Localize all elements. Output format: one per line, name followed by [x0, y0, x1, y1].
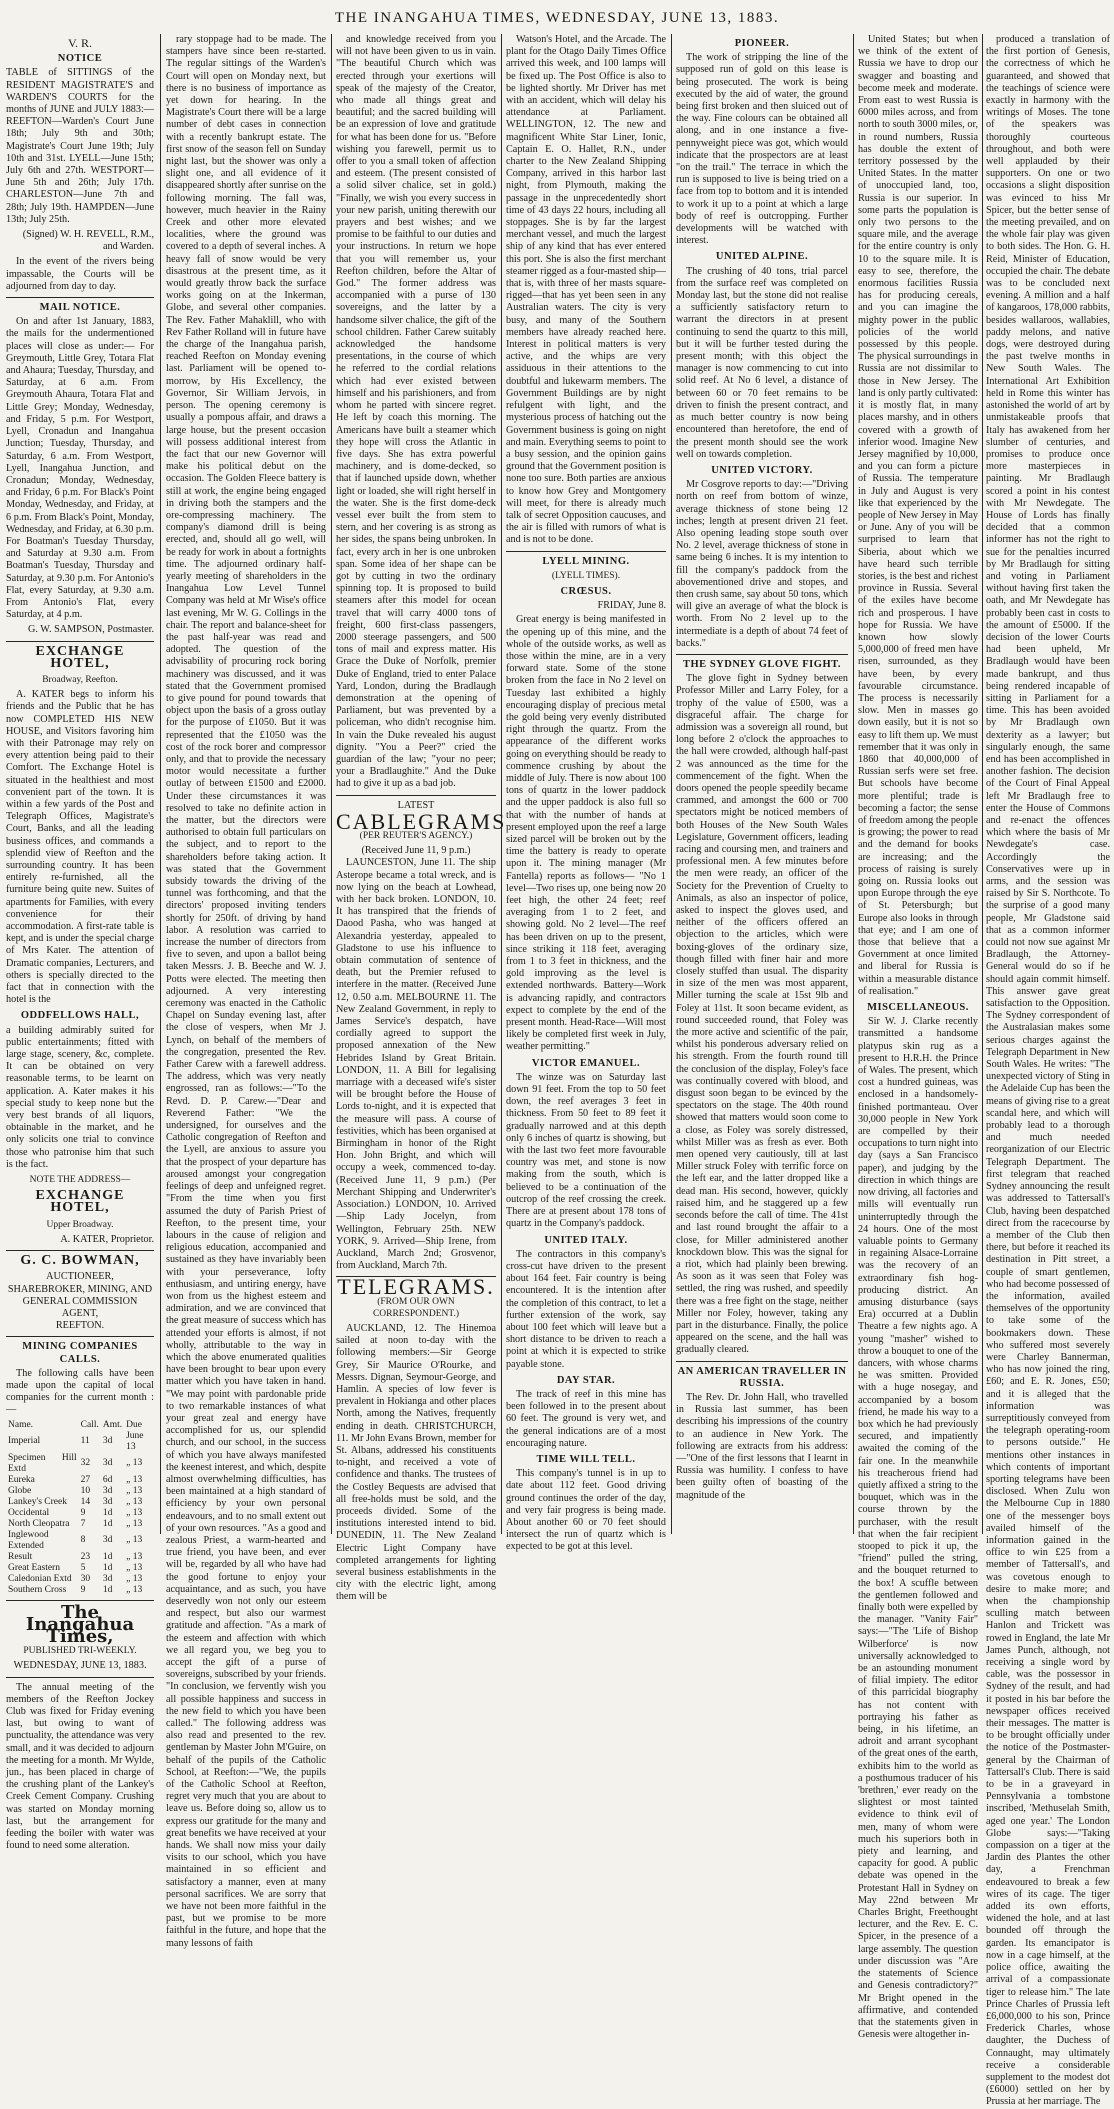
column-rule	[331, 34, 332, 1534]
table-row	[6, 1563, 154, 1574]
bowman-line: AGENT,	[61, 1307, 99, 1319]
divider	[506, 551, 666, 552]
table-cell: 3d	[102, 1535, 113, 1546]
table-cell: 11	[80, 1436, 90, 1447]
column-1	[6, 34, 154, 1852]
table-cell: Southern Cross	[8, 1584, 67, 1595]
table-cell: „ 13	[126, 1551, 143, 1562]
column-2	[166, 34, 326, 1949]
miscellaneous-continued: produced a translation of the first portion of Genesis, the correctness of which he guaranteed, and showed that the teachings of science were exactly in harmony with the writings of Moses. The tone of the speakers was thoroughly courteous throughout, and both were well applauded by their supporters. On one or two occasions a slight disposition was evinced to hiss Mr Spicer, but the better sense of the meeting prevailed, and on the whole fair play was given to both sides. The Hon. G. H. Reid, Minister of Education, occupied the chair. The debate was to be concluded next evening. A million and a half of kangaroos, 178,000 rabbits, besides wallaroos, wallabies, paddy melons, and native dogs, were destroyed during the past twelve months in New South Wales. The International Art Exhibition held in Rome this winter has astonished the world of art by unmistakeable proofs that Italy has awakened from her slumber of centuries, and promises to produce once more masterpieces in painting. Mr Bradlaugh scored a point in his contest with Mr Newdegate. The House of Lords has finally decided that a common informer has not the right to sue for the penalties incurred by Mr Bradlaugh for sitting and voting in Parliament without having first taken the oath, and Mr Newdegate has probably been cast in costs to the amount of £5000. If the decision of the lower Courts had been upheld, Mr Bradlaugh would have been made bankrupt, and thus being rendered incapable of sitting in Parliament for a time. This has been avoided by Mr Bradlaugh own dexterity as a lawyer; but singularly enough, the same end has been accomplished in another fashion. The decision of the Court of Final Appeal left Mr Bradlaugh free to enter the House of Commons and re-enact the offences which where the basis of Mr Newdegate's case. Accordingly the Conservatives were up in arms, and the session was raised by Sir S. Northcote. To the surprise of a good many people, Mr Gladstone said that as a common informer could not now sue against Mr Bradlaugh, the Attorney-General would do so if he should again commit himself. This answer gave great satisfaction to the Opposition. The Sydney correspondent of the Australasian makes some serious charges against the Telegraph Department in New South Wales. He writes: "The unexpected victory of Sting in the Adelaide Cup has been the means of giving rise to a great scandal here, and which will probably lead to a thorough and much needed reorganization of our Electric Telegraph Department. The first telegram that reached Sydney announcing the result was addressed to Tattersall's Club, having been despatched direct from the racecourse by a member of the Club then there, but before it reached its destination in Pitt street, a couple of smart gentlemen, who had become possessed of the information, availed themselves of the opportunity to take some of the bookmakers down. These who suffered most severely were Charley Bannerman, who has now joined the ring, £60; and E. R. Jones, £50; and it is alleged that the information was surreptitiously conveyed from the telegraph operating-room to persons outside." He mentions other instances in which contents of important sporting telegrams have been disclosed. When Zulu won the Melbourne Cup in 1880 one of the messenger boys availed himself of the information gained in the office to win £25 from a member of Tattersall's, and was covetous enough to desire to make more; and when the championship sculling match between Hanlon and Trickett was rowed in England, the late Mr James Punch, although, not receiving a single word by cable, was the possessor in Sydney of the result, and had it posted in his bar before the newspaper offices received their messages. The matter is to be brought officially under the notice of the Postmaster-general by the Chairman of Tattersall's Club. There is said to be in a graveyard in Pennsylvania a tombstone inscribed, 'Methuselah Smith, aged one year.' The London Globe says:—"Taking compassion on a tiger at the Jardin des Plantes the other day, a Frenchman endeavoured to break a few wires of its cage. The tiger added its own efforts, widened the hole, and at last bounded off through the garden. Its emancipator is now in a cage himself, at the police office, awaiting the arrival of a compassionate tiger to release him." The late Prince Charles of Prussia left £6,000,000 to his son, Prince Frederick Charles, whose daughter, the Duchess of Connaught, may ultimately receive a considerable supplement to the modest dot (£6000) settled on her by Prussia at her marriage. The	[986, 34, 1110, 2108]
united-victory-body: Mr Cosgrove reports to day:—"Driving north on reef from bottom of winze, average thickness of stone being 12 inches; length at present driven 21 feet. Also opening leading stope south over No. 2 level, average thickness of stone in same being 6 inches. It is my intention to fill the company's paddock from the abovementioned drive and stopes, and then crush same, say about 50 tons, which will give an average of what the block is worth. From No 2 level up to the intermediate is a depth of about 74 feet of backs."	[676, 479, 848, 649]
table-row	[6, 1574, 154, 1585]
day-star-heading: DAY STAR.	[556, 1374, 616, 1386]
hotel-address-repeat: Upper Broadway.	[46, 1219, 114, 1230]
table-cell: 6d	[102, 1474, 113, 1485]
table-cell: 1d	[102, 1518, 113, 1529]
divider	[6, 1250, 154, 1251]
notice-footnote: In the event of the rivers being impassable, the Courts will be adjourned from day to day.	[6, 256, 154, 292]
hotel-title-repeat: EXCHANGE HOTEL,	[35, 1188, 125, 1216]
table-cell: Imperial	[8, 1436, 41, 1447]
traveller-body: The Rev. Dr. John Hall, who travelled in Russia last summer, has been describing his impressions of the country to an audience in New York. The following are extracts from his address:—"One of the first lessons that I learnt in Russia was humility. I confess to have been guilty often of boasting of the magnitude of the	[676, 1391, 848, 1501]
table-cell: „ 13	[126, 1496, 143, 1507]
victor-emanuel-body: The winze was on Saturday last down 91 feet. From the top to 50 feet down, the reef averages 3 feet in thickness. From 50 feet to 89 feet it gradually narrowed and at this depth only 6 inches of quartz is showing, but with the last two feet more favourable country was met, and stone is now making from the south, which is believed to be a continuation of the outcrop of the reef crossing the creek. There are at present about 178 tons of quartz in the Company's paddock.	[506, 1071, 666, 1230]
table-cell: 9	[80, 1507, 86, 1518]
day-star-body: The track of reef in this mine has been followed in to the present about 60 feet. The ground is very wet, and the general indications are of a most encouraging nature.	[506, 1388, 666, 1449]
table-cell: North Cleopatra	[8, 1518, 70, 1529]
editorial-body: The annual meeting of the members of the Reefton Jockey Club was fixed for Friday evening last, but owing to want of punctuality, the attendance was very small, and it was decided to adjourn the meeting for a month. Mr Wylde, jun., has been placed in charge of the crushing plant of the Lankey's Creek Cement Company. Crushing was started on Monday morning last, but the arrangement for feeding the boiler with water was found to need some alteration.	[6, 1681, 154, 1852]
pioneer-heading: PIONEER.	[734, 38, 790, 49]
table-row	[6, 1530, 154, 1552]
table-row	[6, 1475, 154, 1486]
table-row	[6, 1497, 154, 1508]
column	[858, 34, 978, 2041]
table-cell: June 13	[126, 1430, 144, 1452]
bowman-line: REEFTON.	[55, 1320, 105, 1332]
croesus-date: FRIDAY, June 8.	[597, 600, 666, 612]
table-row	[6, 1431, 154, 1453]
table-cell: 1d	[102, 1507, 113, 1518]
divider	[676, 1361, 848, 1362]
table-cell: „ 13	[126, 1562, 143, 1573]
paper-frequency: PUBLISHED TRI-WEEKLY.	[23, 1646, 137, 1657]
column-rule	[853, 34, 854, 1534]
table-row	[6, 1519, 154, 1530]
table-row	[6, 1552, 154, 1563]
table-header: Amt.	[102, 1419, 123, 1430]
table-row	[6, 1453, 154, 1475]
russia-article-continued: United States; but when we think of the extent of Russia we have to drop our swagger and boasting and become meek and moderate. From east to west Russia is 6000 miles across, and from north to south 3000 miles, or, in round numbers, Russia has double the extent of territory possessed by the United States. In the matter of unoccupied land, too, Russia is our superior. In some parts the population is only two persons to the square mile, and the average for the entire country is only 10 to the square mile. It is easy to see, therefore, the enormous facilities Russia has for producing cereals, and you can imagine the mighty power in the public policies of the world possessed by this people. The physical surroundings in Russia are not dissimilar to those in New Jersey. The land is only partly cultivated: it is mostly flat, in many places marshy, and in others covered with a growth of inferior wood. Imagine New Jersey magnified by 10,000, and you can form a picture of Russia. The temperature in July and August is very like that experienced by the people of New Jersey in May or June. Any of you will be surprised to learn that Siberia, about which we have heard such terrible stories, is the best and richest province in Russia. Several of the exiles have become rich and prosperous. I have hope for Russia. We have known how slowly 5,000,000 of freed men have risen, surrounded, as they have been, by every favourable circumstance. The process is necessarily slow. Men in masses go down easily, but it is not so easy to lift them up. We must remember that it was only in 1860 that 40,000,000 of Russian serfs were set free. But schools have become more plentiful; trade is becoming a factor; the sense of freedom among the people is growing; the power to read and the demand for books are increasing; and the process of raising is surely going on. Russia looks out upon Europe through the eye of St. Petersburgh; but Europe also looks in through that eye; and I am one of those that believe that a Government at once limited and liberal for Russia is within a measurable distance of realisation."	[858, 34, 978, 997]
table-cell: 3d	[102, 1436, 113, 1447]
glove-fight-heading: THE SYDNEY GLOVE FIGHT.	[683, 658, 841, 670]
oddfellows-hall-body: a building admirably suited for public entertainments; fitted with large stage, scenery, &c, complete. It can be obtained on very reasonable terms, to be learnt on application. A. Kater makes it his special study to keep none but the very best brands of all liquors, obtainable in the market, and he only solicits one trial to convince those who patronise him that such is the fact.	[6, 1024, 154, 1170]
table-cell: „ 13	[126, 1535, 143, 1546]
table-header-row	[6, 1420, 154, 1431]
united-italy-heading: UNITED ITALY.	[544, 1234, 628, 1246]
table-row	[6, 1508, 154, 1519]
table-cell: 1d	[102, 1584, 113, 1595]
article-body: rary stoppage had to be made. The stampers have since been re-started. The regular sittings of the Warden's Court will open on Monday next, but there is no business of importance as yet down for hearing. In the Magistrate's Court there will be a large number of debt cases in connection with a recently bankrupt estate. The first snow of the season fell on Sunday night last, but the shower was only a slight one, and all evidence of it disappeared shortly after sunrise on the following morning. The fall was, however, much heavier in the Rainy Creek and other more elevated localities, where the ground was covered to a depth of several inches. A heavy fall of snow would be very disastrous at the present time, as it would greatly throw back the surface works going on at the Inkerman, Globe, and several other companies. The Rev. Father Mahaklill, who with Rev Father Rolland will in future have the charge of the Inangahua parish, reached Reefton on Monday evening last. Parliament will be opened to-morrow, by His Excellency, the Governor, Sir William Jervois, in person. The opening ceremony is usually a pompous affair, and draws a large house, but the present occasion will possess additional interest from the fact that our new Governor will make his political debut on the occasion. The Golden Fleece battery is still at work, the engine being engaged in driving both the stampers and the ore-compressing machinery. The company's diamond drill is being erected, and, should all go well, will be ready for work in about a fortnights time. The adjourned ordinary half-yearly meeting of shareholders in the Inangahua Low Level Tunnel Company was held at Mr Wise's office last evening, Mr W. G. Collings in the chair. The report and balance-sheet for the past half-year was read and adopted. The question of the advisability of procuring rock boring machinery was discussed, and it was stated that the Government promised to give pound for pound towards that object upon the basis of a gross outlay for the purpose of £1050. But it was represented that the £1050 was the cost of the rock borer and compressor only, and that to provide the necessary motor would necessitate a further outlay of between £1500 and £2000. Under these circumstances it was resolved to take no definite action in the matter, but the directors were authorised to obtain full particulars on the subject, and to report to the shareholders before taking action. It was stated that the Government subsidy towards the driving of the tunnel was forthcoming, and that the directors' proposed inviting tenders shortly for 250ft. of driving by hand labor. A resolution was carried to increase the number of directors from five to seven, and upon a ballot being taken Messrs. J. B. Beeche and W. J. Potts were elected. The meeting then adjourned. A very interesting ceremony was enacted in the Catholic Chapel on Sunday evening last, after the close of vespers, when Mr J. Lynch, on behalf of the members of the congregation, presented the Rev. Father Carew with a farewell address. The address, which was very neatly engrossed, ran as follows:—"To the Revd. D. P. Carew.—"Dear and Reverend Father: "We the undersigned, for ourselves and the Catholic congregation of Reefton and the Lyell, are anxious to assure you that the prospect of your departure has aroused amongst your congregation feelings of deep and unfeigned regret. "From the time when you first assumed the duty of Parish Priest of Reefton, to the present time, your labours in the cause of religion and religious education, accompanied and sustained as they have invariably been with your perseverance, lofty enthusiasm, and untiring energy, have won from us the highest esteem and admiration, and we are convinced that the great measure of success which has attended your efforts is almost, if not wholly, attributable to the way in which the above enumerated qualities have been brought to bear upon every matter which you have taken in hand. "We may point with pardonable pride to two remarkable instances of what your great zeal and energy have accomplished for us, our splendid church, and our school, in the success of which you have always manifested the keenest interest, and which, despite almost overwhelming difficulties, has been maintained at a high standard of efficiency by your own personal endeavours, and to no small extent out of your own resources. "As a good and zealous Priest, a warm-hearted and true friend, you have been, and ever will be, regarded by all who have had the good fortune to enjoy your acquaintance, and as such, you have deservedly won not only our esteem and respect, but also our warmest gratitude and affection. "As a mark of the esteem and affection with which we all regard you, we beg you to accept the gift of a purse of sovereigns, subscribed by your friends. "In conclusion, we fervently wish you all possible happiness and success in the new field to which you have been called." The following address was also read and presented to the rev. gentleman by Master John M'Guire, on behalf of the pupils of the Catholic School, at Reefton:—"We, the pupils of the Catholic School at Reefton, regret very much that you are about to leave us. Before doing so, allow us to express our gratitude for the many and great benefits we have received at your hands. We shall now miss your daily visits to our school, which you have maintained in so efficient and satisfactory a manner, even at many personal sacrifices. We are sorry that we have not been more faithful in the past, but we promise to be more faithful in the future, and hope that the many lessons of faith	[166, 34, 326, 1949]
lyell-mining-source: (LYELL TIMES).	[551, 570, 621, 581]
table-header: Name.	[8, 1419, 34, 1430]
table-row	[6, 1486, 154, 1497]
table-row	[6, 1585, 154, 1596]
table-cell: 30	[80, 1573, 91, 1584]
time-will-tell-heading: TIME WILL TELL.	[536, 1453, 636, 1465]
table-header: Due	[126, 1419, 142, 1430]
table-cell: 23	[80, 1551, 91, 1562]
glove-fight-body: The glove fight in Sydney between Professor Miller and Larry Foley, for a trophy of the value of £500, was a disgraceful affair. The charge for admission was a sovereign all round, but long before 2 o'clock the approaches to the hall were crowded, although half-past 2 was announced as the time for the commencement of the fight. When the doors opened the people speedily became crammed, and amongst the 600 or 700 spectators might be noticed members of both Houses of the New South Wales Legislature, Government officers, leading racing and coursing men, and trainers and professional men. A few minutes before the men were ready, an officer of the Society for the Prevention of Cruelty to Animals, as also an inspector of police, asked to inspect the gloves used, and neither of the officers offered an objection to the articles, which were boxing-gloves of the ordinary size, though filled with finer hair and more closely stuffed than usual. The disparity in size of the men was most apparent, Miller turning the scale at 15st 9lb and Foley at 11st. It soon became evident, as round succeeded round, that Foley was the more active and scientific of the pair, whilst his ponderous adversary relied on his strength. From the fourth round till the conclusion of the display, Foley's face was continually covered with blood, and disgust soon began to be evinced by the spectators on the stage. The 40th round showed that matters would soon come to a close, as Foley was sorely distressed, whilst Miller was as fresh as ever. Both men opened very cautiously, till at last Miller struck Foley with terrific force on the left ear, and the latter dropped like a dead man. His second, however, quickly raised him, and he staggered up a few seconds before the call of time. The 41st and last round brought the affair to a close, for Miller administered another knockdown blow. This was the signal for a riot, which had plainly been brewing. As soon as it was seen that Foley was settled, the ring was rushed, and speedily there was a free fight on the stage, neither Miller nor Foley, however, taking any part in the disturbance. Finally, the police appeared on the scene, and the hall was gradually cleared.	[676, 673, 848, 1356]
table-cell: Inglewood Extended	[8, 1529, 49, 1551]
table-cell: 7	[80, 1518, 86, 1529]
hotel-address: Broadway, Reefton.	[42, 674, 118, 685]
hotel-proprietor: A. KATER, Proprietor.	[60, 1233, 154, 1245]
table-cell: „ 13	[126, 1507, 143, 1518]
divider	[6, 1677, 154, 1678]
miscellaneous-body: Sir W. J. Clarke recently transmitted a handsome platypus skin rug as a present to H.R.H. the Prince of Wales. The present, which cost a hundred guineas, was enclosed in a handsomely-finished portmanteau. Over 30,000 people in New York are compelled by their occupations to turn night into day (says a San Francisco paper), and judging by the direction in which things are now driving, all factories and mills will eventually run uninterruptedly through the 24 hours. One of the most valuable points to Germany in regaining Alsace-Lorraine was the recovery of an extraordinary fish hog-producing district. An amusing disturbance (says Era) occurred at a Dublin Theatre a few nights ago. A young "masher" wished to throw a bouquet to one of the dancers, with whose charms he was smitten. Provided with a huge nosegay, and accompanied by a bosom friend, he made his way to a box which he had previously secured, and impatiently awaited the coming of the fair one. In the meanwhile his treacherous friend had quietly affixed a string to the bouquet, which was in the course thrown by the purchaser, with the result that when the fair recipient stooped to pick it up, the "friend" pulled the string, and the bouquet returned to the box! A scuffle between the gentlemen followed and finally both were expelled by the manager. "Vanity Fair" says:—"The 'Life of Bishop Wilberforce' is now universally acknowledged to be an astounding monument of filial impiety. The editor of this parricidal biography has not content with portraying his father as being, in his lifetime, an adroit and arrant sycophant of the great ones of the earth, exhibits him to the world as a posthumous traducer of his 'brethren,' ever ready on the slightest or most tainted evidence to think evil of men, many of whom were much his superiors both in piety and learning, and capacity for good. A public debate was opened in the Protestant Hall in Sydney on May 22nd between Mr Charles Bright, Freethought lecturer, and the Rev. E. C. Spicer, in the presence of a large assembly. The question under discussion was "Are the statements of Science and Genesis contradictory?" Mr Bright opened in the affirmative, and contended that the statements given in Genesis were altogether in-	[858, 1016, 978, 2041]
cablegrams-body: LAUNCESTON, June 11. The ship Asterope became a total wreck, and is now lying on the beach at Lowhead, with her back broken. LONDON, 10. It has transpired that the friends of Daood Pasha, who was hanged at Alexandria yesterday, appealed to Gladstone to use his influence to obtain commutation of sentence of death, but the Premier refused to interfere in the matter. (Received June 12, 0.50 a.m. MELBOURNE 11. The New Zealand Government, in reply to James Service's despatch, have cordially agreed to support the proposed annexation of the New Hebrides Island by Great Britain. LONDON, 11. A Bill for legalising marriage with a deceased wife's sister will be brought before the House of Lords to-night, and it is expected that the measure will pass. A course of festivities, which has been organised at Birmingham in honor of the Right Hon. John Bright, and which will occupy a week, commenced to-day. (Received June 11, 9 p.m.) (Per Merchant Shipping and Underwriter's Association.) LONDON, 10. Arrived—Ship Lady Jocelyn, from Wellington, February 25th. NEW YORK, 9. Arrived—Ship Irene, from Auckland, March 2nd; Grosvenor, from Auckland, March 7th.	[336, 857, 496, 1272]
table-cell: 27	[80, 1474, 91, 1485]
column-5	[676, 34, 848, 1534]
divider	[6, 297, 154, 298]
divider	[6, 1336, 154, 1337]
united-alpine-body: The crushing of 40 tons, trial parcel from the surface reef was completed on Monday last, but the stone did not realise a sufficiently satisfactory return to warrant the directors in at present continuing to send the quartz to this mill, but it will be further tested during the present month; with this object the manager is now commencing to cut into solid reef. At No 6 level, a distance of between 60 or 70 feet remains to be driven to finish the present contract, and as much better country is now being encountered than heretofore, the end of the present month should see the work well on towards completion.	[676, 265, 848, 460]
column-rule	[671, 34, 672, 1534]
table-cell: „ 13	[126, 1485, 143, 1496]
table-cell: 1d	[102, 1551, 113, 1562]
telegrams-continued: Watson's Hotel, and the Arcade. The plant for the Otago Daily Times Office arrived this week, and 100 lamps will be fixed up. The Post Office is also to be lighted shortly. Mr Driver has met with an accident, which will delay his attendance at Parliament. WELLINGTON, 12. The new and magnificent White Star Liner, Ionic, Captain E. O. Hallet, R.N., under charter to the New Zealand Shipping Company, arrived in this harbor last night, from Plymouth, making the passage in the unprecedentedly short time of 43 days 22 hours, including all stoppages. She is by far the largest merchant vessel, and much the largest ship of any kind that has ever entered this port. She is also the first merchant steamer rigged as a four-masted ship—that is, with three of her masts square-rigged—that has yet been seen in any Australian waters. The city is very busy, and many of the Southern members have already reached here. Interest in political matters is very active, and the whips are very assiduous in their attentions to the doubtful and lukewarm members. The Government Buildings are by night refulgent with light, and the mysterious process of hatching out the Government business is going on night and main. Everything seems to point to a busy session, and the opinion gains ground that the Government position is none too sure. Both parties are anxious to know how Grey and Montgomery will meet, for there is already much talk of secret Opposition caucuses, and the air is filled with rumors of what is and is not to be done.	[506, 34, 666, 546]
mail-notice-title: MAIL NOTICE.	[39, 302, 121, 314]
paper-date: WEDNESDAY, JUNE 13, 1883.	[13, 1660, 147, 1672]
table-cell: 8	[80, 1535, 86, 1546]
column-rule	[501, 34, 502, 1534]
united-alpine-heading: UNITED ALPINE.	[715, 251, 809, 263]
divider	[336, 795, 496, 796]
table-header: Call.	[80, 1419, 99, 1430]
bowman-name: G. C. BOWMAN,	[20, 1253, 140, 1269]
bowman-line: AUCTIONEER,	[46, 1271, 114, 1283]
table-cell: Globe	[8, 1485, 32, 1496]
notice-body: TABLE of SITTINGS of the RESIDENT MAGISTRATE'S and WARDEN'S COURTS for the months of JUNE and JULY 1883:— REEFTON—Warden's Court June 18th; July 9th and 30th; Magistrate's Court June 19th; July 10th and 31st. LYELL—June 15th; July 6th and 27th. WESTPORT—June 5th and 26th; July 17th. CHARLESTON—June 7th and 28th; July 19th. HAMPDEN—June 13th; July 25th.	[6, 67, 154, 225]
table-cell: 32	[80, 1458, 91, 1469]
table-cell: 9	[80, 1584, 86, 1595]
column	[986, 34, 1110, 2108]
united-italy-body: The contractors in this company's cross-cut have driven to the present about 164 feet. Fair country is being encountered. It is the intention after the completion of this contract, to let a further extension of the work, say about 100 feet which will leave but a short distance to be driven to reach a point at which it is expected to strike payable stone.	[506, 1248, 666, 1370]
table-cell: 14	[80, 1496, 91, 1507]
hotel-advert-body: A. KATER begs to inform his friends and the Public that he has now COMPLETED HIS NEW HOUSE, and Visitors favoring him with their Patronage may rely on every attention being paid to their Comfort. The Exchange Hotel is situated in the healthiest and most convenient part of the town. It is within a few yards of the Post and Telegraph Offices, Magistrate's Court, Banks, and all the leading business offices, and commands a splendid view of Reefton and the surrounding country. It has been entirely re-furnished, all the furniture being quite new. Suites of apartments for Families, with every convenience for their accommodation. A first-rate table is kept, and is under the special charge of Mrs Kater. The attention of Dramatic companies, Lecturers, and others is specially directed to the fact that in connection with the hotel is the	[6, 689, 154, 1006]
note-address: NOTE THE ADDRESS—	[29, 1175, 131, 1186]
table-cell: Occidental	[8, 1507, 50, 1518]
table-cell: Eureka	[8, 1474, 35, 1485]
divider	[676, 654, 848, 655]
notice-title: NOTICE	[57, 53, 103, 65]
table-cell: Great Eastern	[8, 1562, 60, 1573]
united-victory-heading: UNITED VICTORY.	[711, 464, 813, 476]
cablegrams-received: (Received June 11, 9 p.m.)	[361, 845, 471, 857]
table-cell: 1d	[102, 1562, 113, 1573]
mining-calls-title: MINING COMPANIES CALLS.	[22, 1341, 138, 1365]
table-cell: „ 13	[126, 1573, 143, 1584]
column-3	[336, 34, 507, 1603]
table-cell: „ 13	[126, 1458, 143, 1469]
table-cell: Caledonian Extd	[8, 1573, 72, 1584]
lyell-mining-heading: LYELL MINING.	[542, 555, 630, 567]
table-cell: 3d	[102, 1485, 113, 1496]
mining-calls-intro: The following calls have been made upon the capital of local companies for the current month :—	[6, 1367, 154, 1416]
royal-crest: V. R.	[67, 36, 93, 50]
time-will-tell-body: This company's tunnel is in up to date about 112 feet. Good driving ground continues the order of the day, and very fair progress is being made. About another 60 or 70 feet should intersect the run of quartz which is expected to be got at this level.	[506, 1468, 666, 1553]
table-cell: „ 13	[126, 1474, 143, 1485]
paper-nameplate: The Inangahua Times,	[25, 1601, 135, 1647]
column-4	[506, 34, 666, 1553]
mining-calls-table	[6, 1420, 154, 1596]
table-cell: 3d	[102, 1496, 113, 1507]
column-rule	[160, 34, 161, 1534]
masthead: THE INANGAHUA TIMES, WEDNESDAY, JUNE 13, 1883.	[334, 10, 780, 26]
oddfellows-hall-title: ODDFELLOWS HALL,	[20, 1010, 140, 1022]
traveller-heading: AN AMERICAN TRAVELLER IN RUSSIA.	[677, 1365, 847, 1389]
latest-label: LATEST	[397, 799, 435, 811]
telegrams-body: AUCKLAND, 12. The Hinemoa sailed at noon to-day with the following members:—Sir George Grey, Sir Maurice O'Rourke, and Messrs. Dignan, Seymour-George, and Hamlin. A species of low fever is prevalent in Hokianga and other places North, among the Natives, frequently ending in death. CHRISTCHURCH, 11. Mr John Evans Brown, member for St. Albans, addressed his constituents to-night, and received a vote of confidence and thanks. The trustees of the Costley Bequests are advised that all free-holds must be sold, and the proceeds divided. Some of the institutions interested intend to bid. DUNEDIN, 11. The New Zealand Electric Light Company have completed arrangements for lighting several business establishments in the city with the electric light, among them will be	[336, 1322, 496, 1603]
table-cell: 5	[80, 1562, 86, 1573]
divider	[6, 1600, 154, 1601]
telegrams-heading: TELEGRAMS.	[337, 1274, 495, 1300]
bowman-line: GENERAL COMMISSION	[22, 1295, 138, 1307]
miscellaneous-heading: MISCELLANEOUS.	[867, 1002, 969, 1014]
divider	[6, 641, 154, 642]
bowman-line: SHAREBROKER, MINING, AND	[7, 1283, 153, 1295]
article-body: and knowledge received from you will not have been given to us in vain. "The beautiful Church which was erected through your exertions will speak of the majesty of the Creator, who made all things great and beautiful; and the sacred building will be an expression of love and gratitude for what has been done for us. "Before wishing you farewell, permit us to offer to you a small token of affection and esteem. (The present consisted of a solid silver chalice, set in gold.) "Finally, we wish you every success in your new parish, uniting therewith our prayers and best wishes; and we promise to be faithful to our duties and your instructions. In return we hope that you will remember us, your Reefton children, before the Altar of God." The former address was accompanied with a purse of 130 sovereigns, and the latter by a handsome silver chalice, the gift of the school children. Father Carew suitably acknowledged the handsome presentations, in the course of which he referred to the cordial relations which had ever existed between himself and his parishioners, and from whom he parted with sincere regret. He left by coach this morning. The Americans have built a steamer which they hope will cross the Atlantic in five days. She has extra powerful machinery, and is dome-decked, so that if launched upside down, whether light or loaded, she will right herself in the water. She is the first dome-deck vessel ever built the from stem to stern, and her covering is as strong as her sides, the spans being unbroken. In fact, every arch in her is one unbroken span. Some idea of her shape can be got by cutting in two the ordinary spinning top. It is proposed to build steamers after this model for ocean travel that will carry 4000 tons of freight, 600 first-class passengers, 2000 steerage passengers, and 500 tons of mail and express matter. His Grace the Duke of Norfolk, premier Duke of England, tried to enter Palace Yard, London, during the Bradlaugh demonstration at the opening of Parliament, but was prevented by a policeman, who didn't recognise him. In vain the Duke revealed his august dignity. "You a Peer?" cried the guardian of the law; "your no peer; your a Bradlaughite." And the Duke had to give it up as a bad job.	[336, 34, 496, 790]
cablegrams-source: (PER REUTER'S AGENCY.)	[359, 831, 473, 841]
victor-emanuel-heading: VICTOR EMANUEL.	[531, 1057, 641, 1069]
hotel-title: EXCHANGE HOTEL,	[35, 643, 125, 671]
pioneer-body: The work of stripping the line of the supposed run of gold on this lease is being prosecuted. The work is being executed by the aid of water, the ground being first broken and then sluiced out of the way. Fine colours can be obtained all along, and in one instance a five-pennyweight piece was got, which would indicate that the prospectors are at least "on the trail." The terrace in which the run is supposed to live is being tried on a face from top to bottom and it is intended to work it up to a point at which a large body of reef is outcropping. Further developments will be watched with interest.	[676, 52, 848, 247]
mail-notice-signature: G. W. SAMPSON, Postmaster.	[28, 624, 154, 636]
table-cell: 10	[80, 1485, 91, 1496]
table-cell: 3d	[102, 1458, 113, 1469]
table-cell: „ 13	[126, 1584, 143, 1595]
mail-notice-body: On and after 1st January, 1883, the mails for the undermentioned places will close as under:— For Greymouth, Little Grey, Totara Flat and Ahaura; Tuesday, Thursday, and Saturday, at 6 a.m. From Greymouth Ahaura, Totara Flat and Little Grey; Monday, Wednesday, and Friday, 5 p.m. For Westport, Lyell, Cronadun and Inangahua Junction; Tuesday, Thursday, and Saturday, 6 a.m. From Westport, Lyell, Inangahua Junction, and Cronadun; Monday, Wednesday, and Friday, 6 p.m. For Black's Point Monday, Wednesday, and Friday, at 6 p.m. From Black's Point, Monday, Wednesday, and Friday, at 6.30 p.m. For Boatman's Tuesday Thursday, and Saturday at 9.30 a.m. From Boatman's Tuesday, Thursday and Saturday, at 9.30 p.m. For Antonio's Flat, every Saturday, at 9.30 a.m. From Antonio's Flat, every Saturday, at 4 p.m.	[6, 316, 154, 621]
table-cell: Lankey's Creek	[8, 1496, 67, 1507]
telegrams-source: (FROM OUR OWN CORRESPONDENT.)	[372, 1296, 460, 1319]
table-cell: Specimen Hill Extd	[8, 1452, 77, 1474]
table-cell: Result	[8, 1551, 33, 1562]
column-rule	[982, 34, 983, 1534]
croesus-heading: CRŒSUS.	[560, 585, 612, 597]
table-cell: 3d	[102, 1573, 113, 1584]
croesus-body: Great energy is being manifested in the opening up of this mine, and the whole of the outside works, as well as those within the mine, are in a very forward state. Some of the stone broken from the face in No 2 level on Tuesday last exhibited a highly encouraging display of precious metal the gold being very evenly distributed right through the quartz. From the appearance of the different works going on everything should be ready to commence crushing by about the middle of July. There is now about 100 tons of quartz in the lower paddock and the upper paddock is also full so that with the number of hands at present employed upon the reef a large sized parcel will be broken out by the time the battery is ready to operate upon it. The mining manager (Mr Fantella) reports as follows— "No 1 level—Two rises up, one being now 20 feet high, the other 24 feet; reef averaging from 1 to 2 feet, and showing gold. No 2 level—The reef has been driven on up to the present, since striking it 118 feet, averaging from 1 to 3 feet in thickness, and the gold improving as the level is extended northwards. Battery—Work is advancing rapidly, and contractors expect to complete by the end of the present month. Head-Race—Will most likely be completed first week in July, weather permitting."	[506, 614, 666, 1053]
table-cell: „ 13	[126, 1518, 143, 1529]
cablegrams-heading: CABLEGRAMS	[336, 808, 507, 834]
notice-signature: (Signed) W. H. REVELL, R.M., and Warden.	[22, 229, 154, 253]
